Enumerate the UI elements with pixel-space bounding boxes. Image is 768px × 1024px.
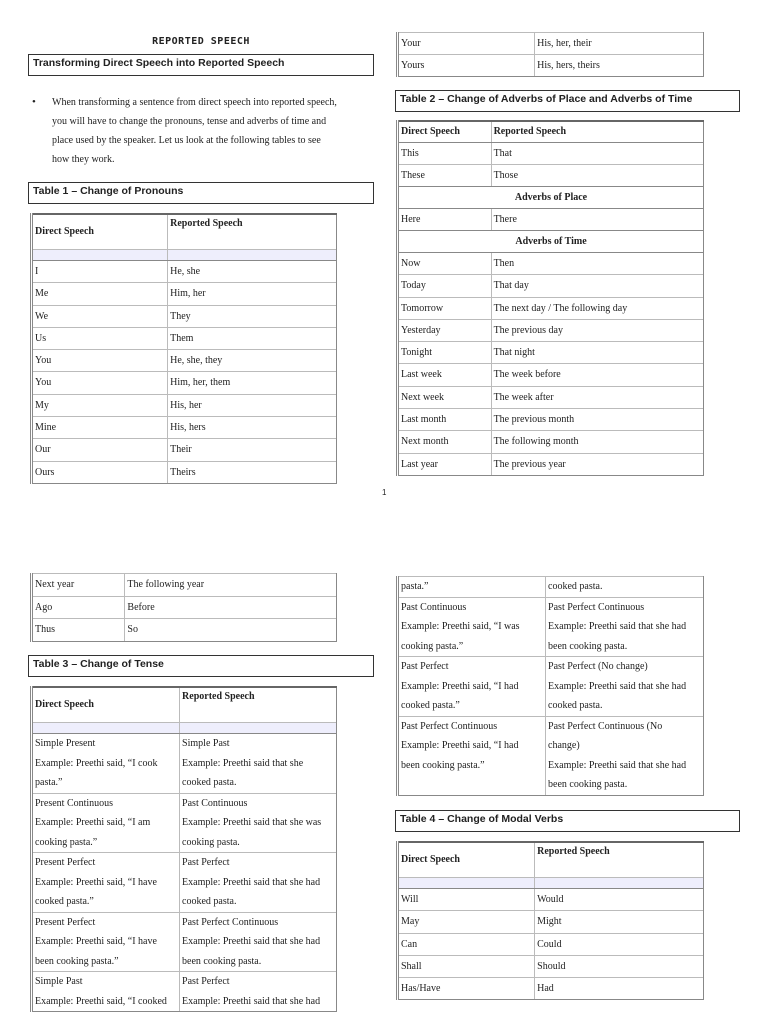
table-row [398,453,704,475]
direct-speech-cell: Ago [32,596,125,619]
pronouns-table-continued [396,32,704,77]
direct-speech-cell: Has/Have [398,978,535,1000]
cell-line: Present Perfect [35,857,96,868]
cell-line: cooked pasta. [548,700,603,711]
reported-speech-cell: He, she, they [168,350,337,372]
reported-speech-cell: His, hers, theirs [535,55,704,77]
cell-line: Past Perfect Continuous [401,720,498,732]
intro-line: how they work. [52,154,115,165]
cell-line: Example: Preethi said that she was [182,817,322,828]
reported-speech-cell: Them [168,327,337,349]
spacer-cell [32,250,168,261]
intro-line: you will have to change the pronouns, tense and adverbs of time and [52,116,327,127]
spacer-cell [398,878,535,889]
table-row [398,165,704,187]
adverbs-rows-a [398,143,704,187]
table-header-row [398,121,704,143]
cell-line: Example: Preethi said that she had [548,621,687,632]
cell-line: cooked pasta.” [401,700,460,711]
adverbs-place-row [398,187,704,209]
reported-speech-cell: Would [535,889,704,911]
reported-speech-cell: His, her [168,394,337,416]
direct-speech-cell: Yours [398,55,535,77]
direct-speech-cell: These [398,165,492,187]
table-row [398,409,704,431]
table-row [32,283,337,305]
direct-speech-cell: Today [398,275,492,297]
table-row [398,431,704,453]
table-row [32,734,337,794]
table-row [32,372,337,394]
reported-speech-cell: That day [491,275,703,297]
table-row [398,253,704,275]
intro-line: When transforming a sentence from direct speech into reported speech, [52,97,337,108]
table-header-row [32,214,337,250]
reported-speech-cell [546,657,704,717]
table-row [32,853,337,913]
cell-line: Past Perfect Continuous (No [548,720,663,732]
reported-speech-cell: Might [535,911,704,933]
header-cell: Direct Speech [32,214,168,250]
table-row [32,261,337,283]
cell-line: been cooking pasta. [182,955,262,967]
direct-speech-cell: You [32,350,168,372]
spacer-cell [168,250,337,261]
table-row [32,912,337,972]
direct-speech-cell: Your [398,33,535,55]
table-row [32,461,337,483]
tense-rows [32,734,337,1012]
direct-speech-cell: Shall [398,955,535,977]
direct-speech-cell: Tomorrow [398,297,492,319]
cell-line: Example: Preethi said, “I was [401,621,520,632]
reported-speech-cell: So [125,619,337,642]
table-row [398,342,704,364]
reported-speech-cell [180,734,337,794]
direct-speech-cell: Will [398,889,535,911]
table-row [398,978,704,1000]
cell-line: Example: Preethi said that she [182,757,304,769]
table4-title: Table 4 – Change of Modal Verbs [395,810,740,832]
table-row [32,574,337,597]
direct-speech-cell: Tonight [398,342,492,364]
table-row [32,327,337,349]
direct-speech-cell: Last month [398,409,492,431]
table-row [398,209,704,231]
cell-line: been cooking pasta.” [401,759,485,771]
direct-speech-cell: We [32,305,168,327]
intro-paragraph [32,93,374,169]
cell-line: Example: Preethi said, “I cooked [35,995,167,1007]
bullet-icon: • [32,96,36,108]
reported-speech-cell [546,716,704,795]
modal-verbs-table [396,841,704,1000]
cell-line: Past Perfect [182,976,230,987]
cell-line: cooking pasta.” [401,640,464,652]
cell-line: Example: Preethi said that she had [182,995,321,1007]
cell-line: Example: Preethi said that she had [182,876,321,888]
table-row [398,955,704,977]
table-row [398,319,704,341]
reported-speech-cell [180,972,337,1012]
spacer-cell [32,723,180,734]
cell-line: been cooking pasta.” [35,955,119,967]
direct-speech-cell: Thus [32,619,125,642]
table-header-row [398,842,704,878]
spacer-cell [535,878,704,889]
table-row [398,297,704,319]
reported-speech-cell [546,577,704,598]
direct-speech-cell: Next year [32,574,125,597]
cell-line: cooking pasta.” [35,836,98,848]
reported-speech-cell: The previous year [491,453,703,475]
modal-rows [398,889,704,1000]
table-row [32,305,337,327]
reported-speech-cell: His, hers [168,417,337,439]
reported-speech-cell: Could [535,933,704,955]
cell-line: been cooking pasta. [548,640,628,652]
direct-speech-cell: Next week [398,386,492,408]
reported-speech-cell: The next day / The following day [491,297,703,319]
table-row [398,275,704,297]
pronouns-cont-rows [398,33,704,77]
table-row [398,55,704,77]
direct-speech-cell [398,597,546,657]
cell-line: pasta.” [35,777,63,788]
table-row [398,386,704,408]
reported-speech-cell [180,793,337,853]
reported-speech-cell: Their [168,439,337,461]
table-row [398,716,704,795]
adverbs-time-row [398,231,704,253]
cell-line: cooked pasta. [548,581,603,592]
section-heading: Transforming Direct Speech into Reported Speech [28,54,374,76]
cell-line: change) [548,740,580,751]
reported-speech-cell: The week before [491,364,703,386]
table1-title: Table 1 – Change of Pronouns [28,182,374,204]
direct-speech-cell: Last week [398,364,492,386]
header-cell: Reported Speech [535,842,704,878]
reported-speech-cell: Him, her [168,283,337,305]
direct-speech-cell [398,716,546,795]
spacer-row [398,878,704,889]
direct-speech-cell: Us [32,327,168,349]
spacer-row [32,723,337,734]
adverbs-rows-c [398,253,704,476]
table-row [32,439,337,461]
table-row [398,143,704,165]
header-cell: Direct Speech [398,842,535,878]
cell-line: cooked pasta. [182,896,237,907]
reported-speech-cell: That night [491,342,703,364]
table3-title: Table 3 – Change of Tense [28,655,374,677]
table-row [398,364,704,386]
cell-line: Past Perfect [182,857,230,868]
reported-speech-cell: Had [535,978,704,1000]
pronouns-table [30,213,337,484]
cell-line: cooked pasta.” [35,896,94,907]
direct-speech-cell: I [32,261,168,283]
reported-speech-cell: He, she [168,261,337,283]
reported-speech-cell [180,853,337,913]
direct-speech-cell: This [398,143,492,165]
adverbs-time-label: Adverbs of Time [398,231,704,253]
reported-speech-cell [546,597,704,657]
direct-speech-cell [32,972,180,1012]
cell-line: Example: Preethi said that she had [182,936,321,947]
table-row [398,577,704,598]
table-row [398,933,704,955]
direct-speech-cell: May [398,911,535,933]
direct-speech-cell: You [32,372,168,394]
cell-line: cooked pasta. [182,777,237,788]
page-title: REPORTED SPEECH [152,36,250,47]
direct-speech-cell: Here [398,209,492,231]
reported-speech-cell: Theirs [168,461,337,483]
direct-speech-cell: Can [398,933,535,955]
direct-speech-cell: Last year [398,453,492,475]
direct-speech-cell: Me [32,283,168,305]
table-row [32,793,337,853]
reported-speech-cell: They [168,305,337,327]
adverbs-rows-b [398,209,704,231]
adverbs-table [396,120,704,476]
cell-line: Example: Preethi said, “I have [35,936,157,947]
table-row [32,417,337,439]
reported-speech-cell: The previous day [491,319,703,341]
cell-line: Past Perfect [401,661,449,672]
spacer-cell [180,723,337,734]
cell-line: Past Continuous [401,601,467,613]
reported-speech-cell: The week after [491,386,703,408]
cell-line: Past Perfect Continuous [182,916,279,928]
cell-line: been cooking pasta. [548,779,628,790]
direct-speech-cell: Next month [398,431,492,453]
reported-speech-cell: Should [535,955,704,977]
cell-line: Example: Preethi said, “I cook [35,757,158,769]
cell-line: pasta.” [401,581,429,592]
reported-speech-cell: There [491,209,703,231]
direct-speech-cell: Our [32,439,168,461]
table-row [398,33,704,55]
direct-speech-cell: Ours [32,461,168,483]
page-number: 1 [382,488,387,497]
table-row [32,619,337,642]
table-row [32,596,337,619]
tense-cont-rows [398,577,704,796]
table-row [398,597,704,657]
header-cell: Reported Speech [180,687,337,723]
cell-line: Present Continuous [35,797,114,809]
direct-speech-cell: Now [398,253,492,275]
cell-line: Past Perfect Continuous [548,601,645,613]
reported-speech-cell [180,912,337,972]
direct-speech-cell [32,734,180,794]
tense-table [30,686,337,1012]
reported-speech-cell: Those [491,165,703,187]
cell-line: Example: Preethi said that she had [548,759,687,771]
table-header-row [32,687,337,723]
header-cell: Direct Speech [398,121,492,143]
direct-speech-cell [32,793,180,853]
cell-line: Past Perfect (No change) [548,661,648,672]
table-row [32,394,337,416]
reported-speech-cell: That [491,143,703,165]
direct-speech-cell: Mine [32,417,168,439]
cell-line: Simple Past [35,976,83,987]
header-cell: Reported Speech [491,121,703,143]
reported-speech-cell: The following month [491,431,703,453]
intro-line: place used by the speaker. Let us look at the following tables to see [52,135,321,146]
reported-speech-cell: The following year [125,574,337,597]
table-row [32,350,337,372]
cell-line: Example: Preethi said that she had [548,680,687,692]
direct-speech-cell: My [32,394,168,416]
cell-line: cooking pasta. [182,836,240,848]
table-row [398,911,704,933]
spacer-row [32,250,337,261]
tense-table-continued [396,576,704,796]
header-cell: Reported Speech [168,214,337,250]
adverbs-place-label: Adverbs of Place [398,187,704,209]
cell-line: Example: Preethi said, “I had [401,680,519,692]
direct-speech-cell: Yesterday [398,319,492,341]
adverbs-table-continued [30,573,337,642]
pronouns-rows [32,261,337,484]
reported-speech-cell: The previous month [491,409,703,431]
cell-line: Example: Preethi said, “I had [401,740,519,751]
direct-speech-cell [32,853,180,913]
reported-speech-cell: Then [491,253,703,275]
direct-speech-cell [398,657,546,717]
cell-line: Past Continuous [182,797,248,809]
cell-line: Example: Preethi said, “I have [35,876,157,888]
direct-speech-cell [32,912,180,972]
cell-line: Simple Past [182,738,230,749]
header-cell: Direct Speech [32,687,180,723]
table-row [398,889,704,911]
cell-line: Present Perfect [35,916,96,928]
reported-speech-cell: Him, her, them [168,372,337,394]
adverbs-cont-rows [32,574,337,642]
table-row [398,657,704,717]
cell-line: Simple Present [35,738,96,749]
table2-title: Table 2 – Change of Adverbs of Place and Adverbs of Time [395,90,740,112]
reported-speech-cell: His, her, their [535,33,704,55]
cell-line: Example: Preethi said, “I am [35,817,151,828]
direct-speech-cell [398,577,546,598]
table-row [32,972,337,1012]
reported-speech-cell: Before [125,596,337,619]
